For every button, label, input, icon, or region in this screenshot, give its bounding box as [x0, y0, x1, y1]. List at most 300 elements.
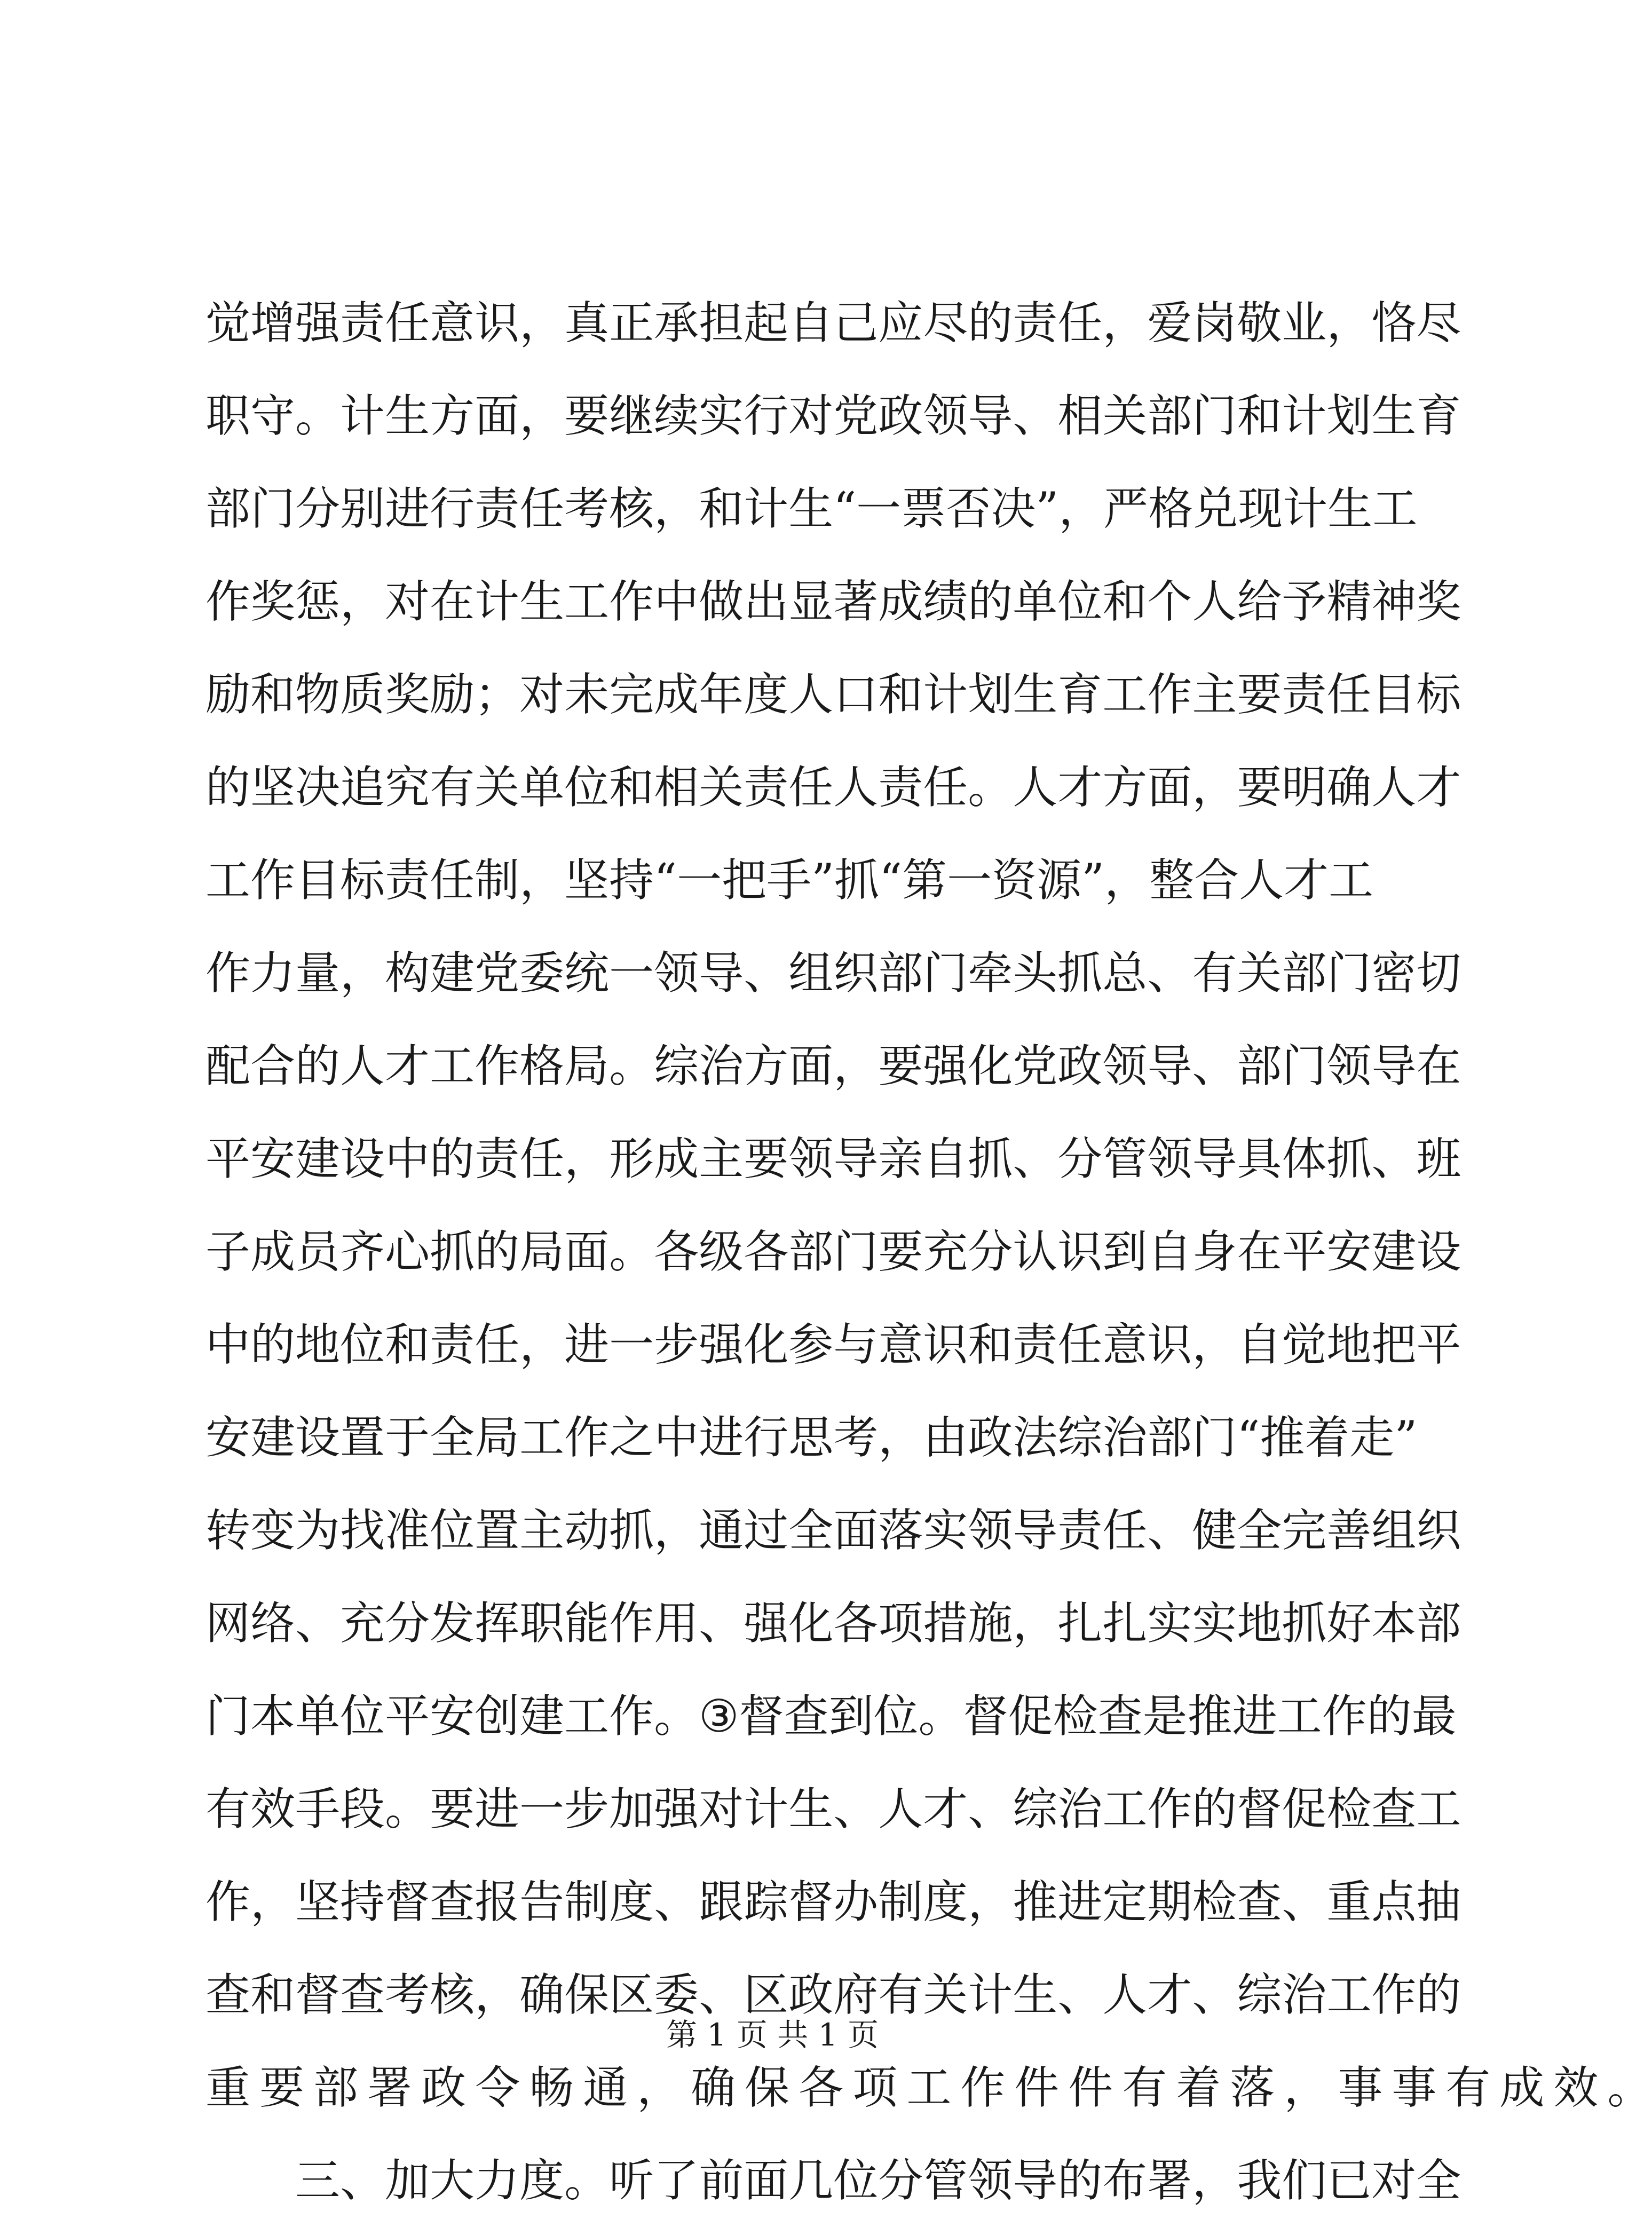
glyph: 抓 — [430, 1226, 475, 1278]
glyph: 充 — [923, 1226, 968, 1278]
glyph: 头 — [1013, 947, 1058, 999]
glyph: 心 — [385, 1226, 430, 1278]
glyph: ， — [564, 1133, 610, 1185]
glyph: 工 — [1372, 483, 1418, 535]
glyph: 重 — [1326, 1876, 1372, 1928]
glyph: 全 — [430, 1411, 475, 1464]
glyph: 发 — [430, 1597, 475, 1649]
glyph: 进 — [699, 1411, 744, 1464]
glyph: 敬 — [1237, 297, 1282, 349]
glyph: 强 — [744, 1597, 789, 1649]
glyph: 才 — [385, 1040, 430, 1092]
glyph: 参 — [788, 1318, 834, 1371]
glyph: 任 — [519, 1133, 565, 1185]
glyph: 能 — [564, 1597, 610, 1649]
glyph: 强 — [923, 1040, 968, 1092]
glyph: 识 — [475, 297, 520, 349]
glyph: ， — [1284, 2062, 1329, 2114]
glyph: 综 — [1057, 1411, 1103, 1464]
glyph: 任 — [923, 761, 968, 814]
glyph: 要 — [430, 1783, 475, 1835]
text-line — [205, 834, 1374, 927]
glyph: ” — [1394, 1411, 1418, 1464]
glyph: 著 — [833, 575, 879, 628]
glyph: 意 — [430, 297, 475, 349]
glyph: 责 — [475, 1133, 520, 1185]
glyph: 强 — [699, 1318, 744, 1371]
glyph: 督 — [385, 1876, 430, 1928]
glyph: 创 — [475, 1690, 520, 1742]
glyph: 党 — [475, 947, 520, 999]
glyph: 充 — [340, 1597, 385, 1649]
glyph: 持 — [609, 854, 654, 906]
glyph: 第 — [902, 854, 947, 906]
text-line — [205, 555, 1461, 648]
glyph: 惩 — [295, 575, 341, 628]
glyph: 要 — [744, 1133, 789, 1185]
glyph: 和 — [250, 668, 296, 721]
glyph: 定 — [1102, 1876, 1148, 1928]
glyph: 门 — [1282, 1040, 1327, 1092]
glyph: 管 — [923, 2154, 968, 2207]
glyph: ， — [1192, 1318, 1237, 1371]
glyph: 任 — [1057, 297, 1103, 349]
glyph: 坚 — [295, 1876, 341, 1928]
glyph: 对 — [699, 1783, 744, 1835]
glyph: 确 — [1326, 761, 1372, 814]
glyph: 领 — [968, 1504, 1013, 1557]
glyph: 相 — [1057, 390, 1103, 442]
glyph: 了 — [654, 2154, 699, 2207]
glyph: 生 — [788, 483, 834, 535]
glyph: 有 — [1192, 947, 1237, 999]
glyph: 才 — [1416, 761, 1461, 814]
glyph: ， — [1013, 1597, 1058, 1649]
glyph: 核 — [430, 1969, 475, 2021]
glyph: 考 — [564, 483, 610, 535]
glyph: 一 — [609, 947, 654, 999]
glyph: 导 — [1192, 1133, 1237, 1185]
glyph: 各 — [833, 1597, 879, 1649]
glyph: 检 — [1192, 1876, 1237, 1928]
glyph: 三 — [295, 2154, 341, 2207]
glyph: 几 — [788, 2154, 834, 2207]
glyph: 、 — [1371, 1133, 1417, 1185]
glyph: 工 — [1416, 1783, 1461, 1835]
glyph: 工 — [564, 575, 610, 628]
glyph: 爱 — [1147, 297, 1192, 349]
glyph: 和 — [968, 1318, 1013, 1371]
glyph: 要 — [259, 2062, 305, 2114]
glyph: 工 — [519, 1411, 565, 1464]
glyph: 署 — [367, 2062, 413, 2114]
text-line — [205, 648, 1461, 741]
glyph: 生 — [1327, 483, 1373, 535]
text-line — [205, 927, 1461, 1020]
glyph: 领 — [923, 390, 968, 442]
glyph: 治 — [699, 1040, 744, 1092]
glyph: 面 — [1147, 761, 1192, 814]
glyph: 合 — [1194, 854, 1239, 906]
glyph: 予 — [1282, 575, 1327, 628]
glyph: 通 — [583, 2062, 628, 2114]
glyph: 期 — [1147, 1876, 1192, 1928]
glyph: 事 — [1338, 2062, 1383, 2114]
glyph: 导 — [1147, 1040, 1192, 1092]
glyph: 地 — [1237, 1597, 1282, 1649]
glyph: 听 — [609, 2154, 654, 2207]
glyph: 党 — [1013, 1040, 1058, 1092]
glyph: 识 — [923, 1318, 968, 1371]
glyph: 大 — [430, 2154, 475, 2207]
glyph: 领 — [788, 1133, 834, 1185]
glyph: 制 — [878, 1876, 923, 1928]
glyph: 人 — [788, 668, 834, 721]
glyph: 任 — [385, 297, 430, 349]
glyph: 作 — [609, 1597, 654, 1649]
glyph: 、 — [699, 1597, 744, 1649]
glyph: 位 — [430, 1504, 475, 1557]
glyph: 抓 — [609, 1504, 654, 1557]
glyph: 绩 — [923, 575, 968, 628]
glyph: 对 — [385, 575, 430, 628]
glyph: 平 — [385, 1690, 430, 1742]
glyph: 尽 — [923, 297, 968, 349]
glyph: 人 — [1371, 761, 1417, 814]
glyph: 目 — [1371, 668, 1417, 721]
glyph: 我 — [1237, 2154, 1282, 2207]
glyph: 部 — [1237, 1040, 1282, 1092]
glyph: 置 — [475, 1504, 520, 1557]
glyph: 促 — [1282, 1783, 1327, 1835]
glyph: 工 — [430, 1040, 475, 1092]
glyph: 位 — [833, 2154, 879, 2207]
glyph: 子 — [205, 1226, 251, 1278]
glyph: 关 — [1102, 390, 1148, 442]
glyph: 法 — [1013, 1411, 1058, 1464]
glyph: 行 — [744, 1411, 789, 1464]
glyph: 组 — [1371, 1504, 1417, 1557]
glyph: 抓 — [834, 854, 880, 906]
glyph: 跟 — [699, 1876, 744, 1928]
glyph: 们 — [1282, 2154, 1327, 2207]
glyph: 转 — [205, 1504, 251, 1557]
glyph: ， — [637, 2062, 682, 2114]
glyph: 人 — [878, 1783, 923, 1835]
glyph: 岗 — [1192, 297, 1237, 349]
glyph: 作 — [205, 947, 251, 999]
glyph: 质 — [340, 668, 385, 721]
glyph: 总 — [1102, 947, 1148, 999]
glyph: 形 — [609, 1133, 654, 1185]
glyph: 抓 — [1326, 1133, 1372, 1185]
glyph: 、 — [1147, 1504, 1192, 1557]
glyph: 责 — [1013, 1318, 1058, 1371]
text-line — [205, 1020, 1461, 1112]
glyph: 生 — [1013, 1969, 1058, 2021]
glyph: 。 — [564, 2154, 610, 2207]
glyph: 责 — [340, 297, 385, 349]
glyph: 作 — [1322, 1690, 1367, 1742]
glyph: 亲 — [878, 1133, 923, 1185]
glyph: 员 — [295, 1226, 341, 1278]
glyph: 作 — [205, 1876, 251, 1928]
glyph: 前 — [699, 2154, 744, 2207]
glyph: 的 — [205, 761, 251, 814]
glyph: ， — [519, 390, 565, 442]
glyph: 、 — [295, 1597, 341, 1649]
glyph: 己 — [833, 297, 879, 349]
glyph: 动 — [564, 1504, 610, 1557]
glyph: 平 — [205, 1133, 251, 1185]
glyph: 合 — [250, 1040, 296, 1092]
glyph: ③ — [699, 1690, 739, 1742]
glyph: 手 — [295, 1783, 341, 1835]
glyph: 。 — [918, 1690, 963, 1742]
glyph: 有 — [878, 1969, 923, 2021]
glyph: 有 — [1445, 2062, 1491, 2114]
glyph: 事 — [1392, 2062, 1437, 2114]
glyph: 进 — [385, 483, 430, 535]
glyph: 作 — [475, 1040, 520, 1092]
glyph: 守 — [250, 390, 296, 442]
glyph: 化 — [744, 1318, 789, 1371]
glyph: 中 — [654, 1411, 699, 1464]
glyph: 一 — [519, 1783, 565, 1835]
glyph: 度 — [519, 2154, 565, 2207]
glyph: 责 — [1057, 1504, 1103, 1557]
glyph: 建 — [1371, 1226, 1417, 1278]
glyph: 着 — [1176, 2062, 1221, 2114]
glyph: 主 — [699, 1133, 744, 1185]
glyph: 全 — [1416, 2154, 1461, 2207]
glyph: 作 — [1147, 1783, 1192, 1835]
glyph: 中 — [385, 1133, 430, 1185]
glyph: 导 — [1371, 1040, 1417, 1092]
glyph: 查 — [430, 1876, 475, 1928]
glyph: 建 — [250, 1411, 296, 1464]
glyph: ， — [1102, 297, 1148, 349]
glyph: 面 — [833, 1504, 879, 1557]
glyph: 生 — [788, 1783, 834, 1835]
glyph: 分 — [878, 2154, 923, 2207]
glyph: 政 — [968, 1411, 1013, 1464]
glyph: 与 — [833, 1318, 879, 1371]
glyph: 位 — [340, 1318, 385, 1371]
glyph: 导 — [699, 947, 744, 999]
glyph: 。 — [385, 1783, 430, 1835]
glyph: 任 — [1102, 1504, 1148, 1557]
glyph: 关 — [475, 761, 520, 814]
glyph: 的 — [1192, 1783, 1237, 1835]
glyph: 政 — [788, 1969, 834, 2021]
glyph: 别 — [340, 483, 385, 535]
glyph: 挥 — [475, 1597, 520, 1649]
glyph: 责 — [1282, 668, 1327, 721]
glyph: 促 — [1008, 1690, 1053, 1742]
glyph: 计 — [744, 1783, 789, 1835]
glyph: 识 — [1057, 1226, 1103, 1278]
glyph: 、 — [1192, 1969, 1237, 2021]
glyph: “ — [833, 483, 857, 535]
glyph: 善 — [1326, 1504, 1372, 1557]
glyph: ” — [1081, 854, 1105, 906]
glyph: 精 — [1326, 575, 1372, 628]
glyph: 担 — [699, 297, 744, 349]
glyph: 政 — [878, 390, 923, 442]
glyph: 方 — [430, 390, 475, 442]
glyph: 作 — [609, 1690, 654, 1742]
glyph: 要 — [878, 1040, 923, 1092]
glyph: ， — [1326, 297, 1372, 349]
glyph: 工 — [1102, 668, 1148, 721]
glyph: 要 — [878, 1226, 923, 1278]
glyph: 走 — [1349, 1411, 1395, 1464]
glyph: 和 — [609, 761, 654, 814]
glyph: 面 — [788, 1040, 834, 1092]
glyph: 育 — [1416, 390, 1461, 442]
glyph: 标 — [340, 854, 385, 906]
glyph: 门 — [1192, 1411, 1237, 1464]
glyph: 行 — [744, 390, 789, 442]
glyph: “ — [1237, 1411, 1260, 1464]
glyph: 坚 — [250, 761, 296, 814]
glyph: 作 — [1147, 668, 1192, 721]
text-line — [205, 1670, 1457, 1763]
glyph: 作 — [564, 1411, 610, 1464]
glyph: 否 — [946, 483, 991, 535]
glyph: ， — [519, 1318, 565, 1371]
glyph: 、 — [699, 1969, 744, 2021]
glyph: 相 — [654, 761, 699, 814]
glyph: 保 — [564, 1969, 610, 2021]
glyph: ， — [340, 947, 385, 999]
glyph: “ — [654, 854, 677, 906]
glyph: 给 — [1237, 575, 1282, 628]
glyph: 职 — [205, 390, 251, 442]
glyph: 由 — [923, 1411, 968, 1464]
glyph: 核 — [609, 483, 654, 535]
glyph: 和 — [250, 1969, 296, 2021]
glyph: 党 — [833, 390, 879, 442]
glyph: 。 — [609, 1040, 654, 1092]
glyph: 地 — [295, 1318, 341, 1371]
glyph: 位 — [340, 1690, 385, 1742]
glyph: 设 — [1416, 1226, 1461, 1278]
glyph: 部 — [1282, 947, 1327, 999]
glyph: 。 — [968, 761, 1013, 814]
glyph: 对 — [788, 390, 834, 442]
glyph: 的 — [295, 1040, 341, 1092]
glyph: 工 — [1329, 854, 1374, 906]
glyph: ， — [519, 297, 565, 349]
glyph: 部 — [313, 2062, 359, 2114]
glyph: 觉 — [205, 297, 251, 349]
glyph: 工 — [564, 1690, 610, 1742]
glyph: 部 — [1147, 1411, 1192, 1464]
glyph: 本 — [1371, 1597, 1417, 1649]
glyph: 检 — [1326, 1783, 1372, 1835]
glyph: 位 — [1057, 575, 1103, 628]
glyph: 组 — [788, 947, 834, 999]
glyph: 单 — [519, 761, 565, 814]
glyph: 。 — [295, 390, 341, 442]
glyph: 推 — [1013, 1876, 1058, 1928]
glyph: 督 — [739, 1690, 784, 1742]
glyph: 的 — [250, 1318, 296, 1371]
glyph: 、 — [1013, 1133, 1058, 1185]
glyph: 设 — [340, 1133, 385, 1185]
glyph: 自 — [788, 297, 834, 349]
glyph: 委 — [654, 1969, 699, 2021]
glyph: 督 — [1237, 1783, 1282, 1835]
glyph: 查 — [340, 1969, 385, 2021]
glyph: 安 — [1326, 1226, 1372, 1278]
glyph: 物 — [295, 668, 341, 721]
glyph: 办 — [833, 1876, 879, 1928]
glyph: 导 — [833, 1133, 879, 1185]
glyph: 的 — [968, 575, 1013, 628]
glyph: 、 — [654, 1876, 699, 1928]
glyph: 构 — [385, 947, 430, 999]
glyph: 位 — [564, 761, 610, 814]
glyph: 安 — [430, 1690, 475, 1742]
glyph: 工 — [1277, 1690, 1322, 1742]
glyph: 政 — [421, 2062, 467, 2114]
glyph: 计 — [744, 483, 789, 535]
glyph: ， — [519, 854, 565, 906]
text-line-new-paragraph — [205, 2134, 1461, 2227]
glyph: 部 — [1416, 1597, 1461, 1649]
glyph: 领 — [1147, 1133, 1192, 1185]
glyph: 进 — [564, 1318, 610, 1371]
glyph: 领 — [654, 947, 699, 999]
glyph: 作 — [205, 575, 251, 628]
glyph: 追 — [340, 761, 385, 814]
glyph: 本 — [250, 1690, 296, 1742]
glyph: 中 — [205, 1318, 251, 1371]
glyph: ” — [1036, 483, 1059, 535]
glyph: 化 — [788, 1597, 834, 1649]
glyph: 起 — [744, 297, 789, 349]
glyph: 进 — [1232, 1690, 1277, 1742]
glyph: 作 — [250, 854, 296, 906]
glyph: 成 — [1499, 2062, 1545, 2114]
glyph: 抓 — [1282, 1597, 1327, 1649]
glyph: 神 — [1371, 575, 1417, 628]
glyph: 有 — [1122, 2062, 1167, 2114]
glyph: 安 — [205, 1411, 251, 1464]
glyph: 要 — [1237, 668, 1282, 721]
glyph: 扎 — [1057, 1597, 1103, 1649]
glyph: 进 — [475, 1783, 520, 1835]
glyph: 督 — [788, 1876, 834, 1928]
glyph: 识 — [1147, 1318, 1192, 1371]
glyph: 划 — [968, 668, 1013, 721]
glyph: 步 — [564, 1783, 610, 1835]
glyph: 。 — [1607, 2062, 1652, 2114]
glyph: 推 — [1260, 1411, 1305, 1464]
glyph: 才 — [923, 1783, 968, 1835]
glyph: 建 — [295, 1133, 341, 1185]
glyph: 平 — [1416, 1318, 1461, 1371]
glyph: 口 — [833, 668, 879, 721]
glyph: 任 — [519, 483, 565, 535]
text-line — [205, 462, 1418, 555]
glyph: 持 — [340, 1876, 385, 1928]
glyph: 、 — [340, 2154, 385, 2207]
text-line — [205, 369, 1461, 462]
